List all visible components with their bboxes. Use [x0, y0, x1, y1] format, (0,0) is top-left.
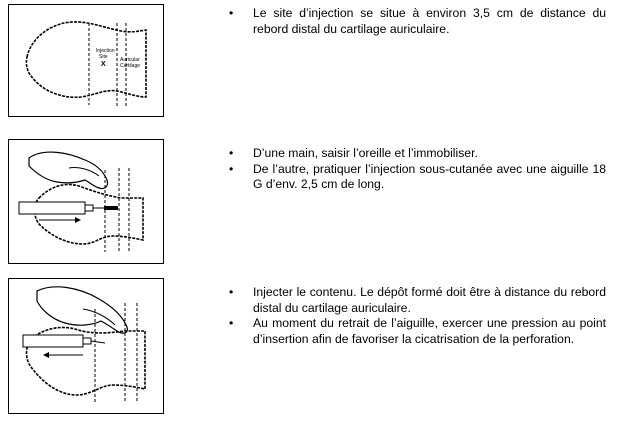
- withdraw-pressure-illustration: [9, 279, 163, 413]
- step-3-text: [229, 285, 606, 347]
- syringe-barrel: [19, 202, 85, 214]
- step-3-bullet-1: • Injecter le contenu. Le dépôt formé doit être à distance du rebord distal du cartilage auriculaire.: [229, 285, 606, 316]
- injection-site-label-line2: Site: [99, 54, 108, 60]
- finger-outline: [83, 309, 115, 325]
- injection-site-label-line1: Injection: [96, 48, 115, 54]
- hand-syringe-illustration: [9, 140, 163, 263]
- syringe-needle: [91, 341, 105, 343]
- figure-hold-and-inject: [8, 139, 164, 264]
- syringe-hub: [83, 338, 91, 344]
- figure-injection-site: [8, 4, 164, 117]
- ear-injection-site-illustration: [9, 5, 163, 116]
- arrow-head: [43, 352, 49, 358]
- hand-outline: [37, 287, 127, 333]
- injection-site-marker: X: [101, 61, 106, 68]
- step-3-bullet-2: • Au moment du retrait de l’aiguille, exercer une pression au point d’insertion afin de favoriser la cicatrisation de la perforation.: [229, 316, 606, 347]
- figure-inject-and-withdraw: [8, 278, 164, 414]
- auricular-cartilage-label-line1: Auricular: [120, 57, 140, 63]
- hand-outline: [29, 152, 108, 188]
- step-2-bullet-1: • D’une main, saisir l’oreille et l’immobiliser.: [229, 146, 606, 162]
- syringe-hub: [85, 205, 93, 211]
- step-2-text: [229, 146, 606, 193]
- syringe-barrel: [23, 335, 83, 347]
- auricular-cartilage-label-line2: Cartilage: [120, 63, 141, 69]
- step-1-text: [229, 6, 606, 37]
- step-2-bullet-2: • De l’autre, pratiquer l’injection sous-cutanée avec une aiguille 18 G d’env. 2,5 cm de long.: [229, 162, 606, 193]
- finger-outline: [69, 167, 99, 176]
- step-1-bullet-1: • Le site d’injection se situe à environ 3,5 cm de distance du rebord distal du cartilage auriculaire.: [229, 6, 606, 37]
- arrow-head: [75, 217, 81, 223]
- depot-mark: [104, 206, 118, 210]
